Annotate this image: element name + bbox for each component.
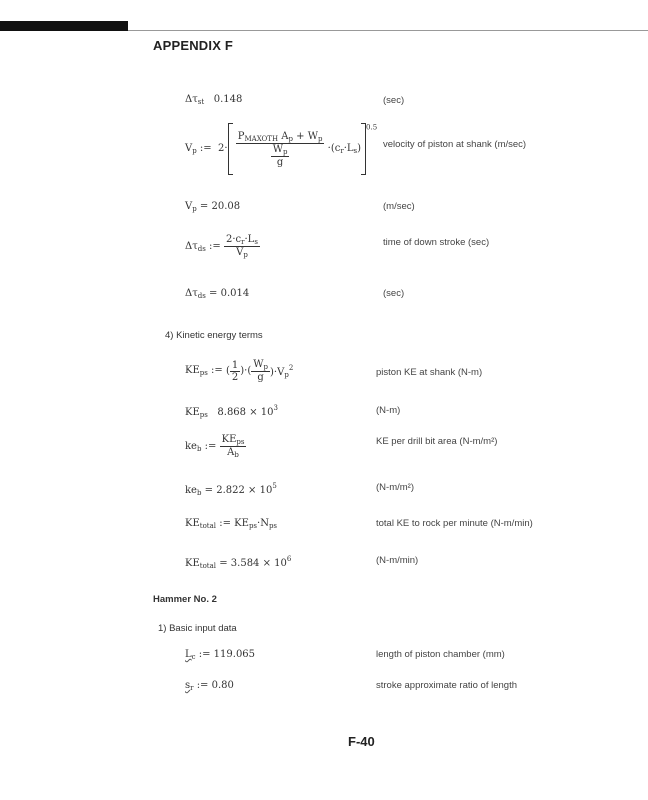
note-dt-st: (sec): [383, 95, 405, 106]
section-hammer2: Hammer No. 2: [153, 594, 217, 605]
note-dt-ds: time of down stroke (sec): [383, 237, 490, 248]
note-keb-value: (N-m/m²): [376, 482, 414, 493]
eq-sr: $s_r$ := 0.80: [185, 680, 234, 692]
eq-vp-value: $V_p = 20.08$: [185, 201, 241, 213]
note-keb: KE per drill bit area (N-m/m²): [376, 436, 498, 447]
note-lc: length of piston chamber (mm): [376, 649, 505, 660]
note-dt-ds-value: (sec): [383, 288, 405, 299]
header-rule: [128, 30, 648, 31]
section-kinetic: 4) Kinetic energy terms: [165, 330, 263, 341]
eq-dt-ds-formula: $\Delta\tau_{ds}$ := $\frac{2\cdot c_r\cdot L_s}{V_p}$: [185, 234, 258, 259]
eq-keb-formula: $ke_b$ := $\frac{KE_{ps}}{A_b}$: [185, 434, 245, 459]
note-ke: piston KE at shank (N-m): [376, 367, 483, 378]
page-number: F-40: [348, 734, 375, 749]
eq-ket-value: $KE_{total} = 3.584 \times 10^6$: [185, 555, 292, 570]
note-ke-value: (N-m): [376, 405, 401, 416]
note-vp-value: (m/sec): [383, 201, 415, 212]
appendix-title: APPENDIX F: [153, 38, 234, 53]
note-ket: total KE to rock per minute (N-m/min): [376, 518, 533, 529]
header-bar: [0, 21, 128, 31]
eq-keb-value: $ke_b = 2.822 \times 10^5$: [185, 482, 277, 497]
section-basic: 1) Basic input data: [158, 623, 237, 634]
note-sr: stroke approximate ratio of length: [376, 680, 517, 691]
note-ket-value: (N-m/min): [376, 555, 419, 566]
eq-ke-formula: $KE_{ps}$ := ( $\frac{1}{2}$ )·( $\frac{W_p}{g}$ )$\cdot V_p^2$: [185, 359, 294, 383]
eq-dt-st: $\Delta\tau_{st}$ 0.148: [185, 94, 243, 106]
eq-dt-ds-value: $\Delta\tau_{ds} = 0.014$: [185, 288, 250, 300]
eq-lc: $L_c$ := 119.065: [185, 649, 256, 661]
eq-ket-formula: $KE_{total}$ := $KE_{ps}\cdot N_{ps}$: [185, 518, 278, 530]
eq-vp-formula: $V_p$ := 2· $\frac{P_{MAXOTH} A_p + W_p}{\frac{W_p}{g}}$ $\cdot(c_r\cdot L_s)^{0.5}$: [185, 123, 377, 175]
note-vp: velocity of piston at shank (m/sec): [383, 139, 527, 150]
eq-ke-value: $KE_{ps}$ $8.868 \times 10^3$: [185, 404, 278, 419]
